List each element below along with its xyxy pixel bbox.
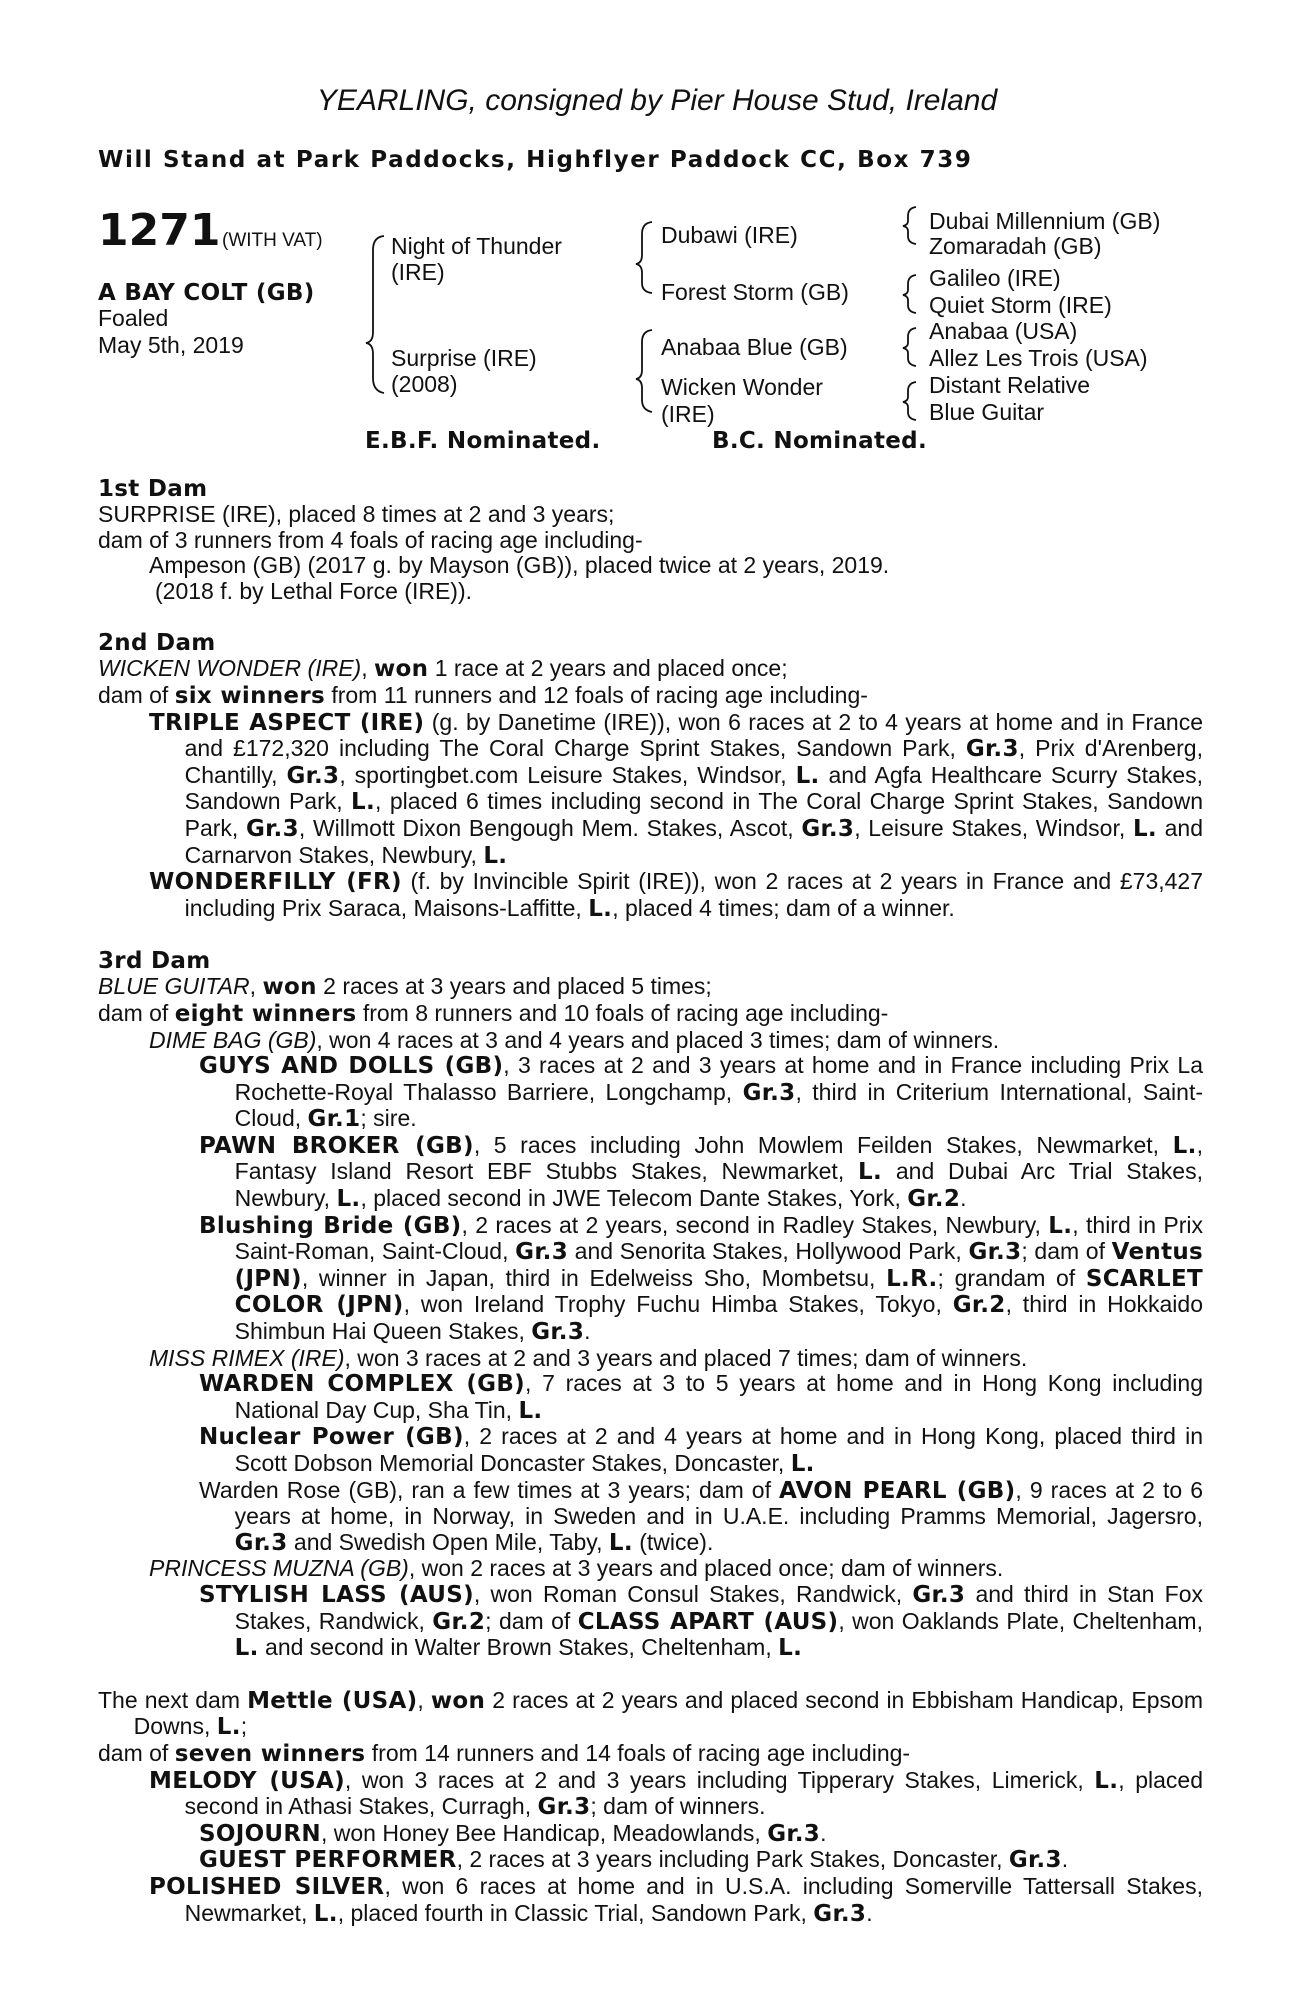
bracket-pair-3	[903, 328, 916, 366]
grade-label: Gr.3	[968, 1239, 1022, 1266]
entry-text: , third in Criterium International, Saint-Cloud,	[234, 1078, 1203, 1132]
entry-text: .	[960, 1185, 967, 1212]
pedigree-g6: Allez Les Trois (USA)	[929, 345, 1148, 371]
entry-text: (f. by Invincible Spirit (IRE)), won 2 races at 2 years in France and £73,427 including Prix Saraca, Maisons-Laffitte,	[184, 868, 1203, 921]
entry-text: , third in Prix Saint-Roman, Saint-Cloud,	[234, 1211, 1203, 1265]
entry-text: , won Honey Bee Handicap, Meadowlands,	[320, 1819, 768, 1846]
horse-entry-name: Blushing Bride (GB)	[199, 1212, 462, 1239]
horse-entry-name: POLISHED SILVER	[149, 1873, 385, 1900]
produce-detail: from 11 runners and 12 foals of racing age including-	[324, 681, 868, 708]
horse-entry-name: WONDERFILLY (FR)	[149, 869, 402, 896]
entry-text: ; grandam of	[937, 1264, 1086, 1291]
winners-count: eight winners	[174, 1000, 357, 1027]
listed-label: L.	[1132, 815, 1157, 842]
entry-text: 2 races at 2 years and placed second in Ebbisham Handicap, Epsom Downs,	[133, 1686, 1203, 1740]
listed-label: L.	[858, 1159, 883, 1186]
listed-label: L.	[216, 1714, 241, 1741]
entry-text: , 2 races at 3 years including Park Stakes, Doncaster,	[456, 1846, 1009, 1873]
listed-label: L.	[1094, 1767, 1119, 1794]
sire-country: (IRE)	[391, 259, 445, 285]
listed-label: L.	[1172, 1132, 1197, 1159]
produce-entry	[199, 1371, 1203, 1424]
vat-note: (WITH VAT)	[222, 230, 323, 251]
entry-text: , won 2 races at 3 years and placed once; dam of winners.	[408, 1555, 1004, 1582]
horse-entry-name: MISS RIMEX (IRE)	[149, 1344, 345, 1371]
produce-entry	[199, 1133, 1203, 1213]
entry-text: , won 4 races at 3 and 4 years and placed 3 times; dam of winners.	[316, 1026, 1000, 1053]
produce-entry	[149, 710, 1203, 870]
dam-dam: Wicken Wonder	[661, 374, 823, 400]
bracket-column-1	[366, 236, 384, 393]
grade-label: Gr.3	[537, 1794, 591, 1821]
entry-text: , placed fourth in Classic Trial, Sandown Park,	[337, 1899, 814, 1926]
entry-text: .	[1061, 1846, 1069, 1873]
produce-entry	[149, 1346, 1203, 1372]
first-dam-line: SURPRISE (IRE), placed 8 times at 2 and 3 years;	[98, 501, 615, 527]
horse-entry-name: CLASS APART (AUS)	[577, 1608, 839, 1635]
produce-entry	[149, 1556, 1203, 1582]
second-dam-heading: 2nd Dam	[98, 630, 216, 657]
listed-label: L.	[483, 842, 508, 869]
horse-entry-name: MELODY (USA)	[149, 1767, 345, 1794]
second-dam-line: WICKEN WONDER (IRE), won 1 race at 2 years and placed once;	[98, 655, 788, 683]
horse-entry-name: GUEST PERFORMER	[199, 1847, 457, 1874]
entry-text: and Dubai Arc Trial Stakes, Newbury,	[234, 1158, 1203, 1212]
entry-text: and Carnarvon Stakes, Newbury,	[184, 814, 1203, 868]
entry-text: , 3 races at 2 and 3 years at home and in France including Prix La Rochette-Royal Thalasso Barriere, Longchamp,	[234, 1052, 1203, 1105]
entry-text: , Fantasy Island Resort EBF Stubbs Stakes, Newmarket,	[234, 1131, 1203, 1185]
produce-entry	[149, 1028, 1203, 1054]
horse-entry-name: PAWN BROKER (GB)	[199, 1132, 474, 1159]
entry-text: Warden Rose (GB), ran a few times at 3 years; dam of	[199, 1476, 780, 1503]
horse-entry-name: WARDEN COMPLEX (GB)	[199, 1371, 525, 1398]
entry-text: , placed 4 times; dam of a winner.	[612, 894, 955, 921]
grade-label: Gr.3	[515, 1239, 569, 1266]
first-dam-heading: 1st Dam	[98, 476, 208, 502]
grade-label: Gr.2	[432, 1608, 486, 1635]
horse-entry-name: SCARLET COLOR (JPN)	[234, 1265, 1203, 1319]
bracket-pair-2	[903, 275, 916, 313]
grade-label: Gr.3	[246, 815, 299, 842]
listed-label: L.	[351, 789, 376, 816]
listed-label: L.	[795, 762, 820, 789]
entry-text: ; dam of winners.	[590, 1793, 766, 1820]
listed-label: L.R.	[886, 1265, 938, 1292]
bracket-pair-1	[903, 207, 916, 244]
second-dam-name: WICKEN WONDER (IRE)	[98, 655, 362, 682]
won-label: won	[430, 1687, 486, 1714]
won-label: won	[374, 656, 429, 683]
pedigree-g3: Galileo (IRE)	[929, 265, 1061, 291]
pedigree-g1: Dubai Millennium (GB)	[929, 208, 1161, 234]
third-dam-produce	[98, 1001, 1203, 1028]
pedigree-g5: Anabaa (USA)	[929, 318, 1078, 344]
first-dam-foal-2: (2018 f. by Lethal Force (IRE)).	[155, 577, 473, 604]
horse-entry-name: GUYS AND DOLLS (GB)	[199, 1053, 504, 1080]
sire-dam: Forest Storm (GB)	[661, 279, 849, 305]
horse-name: A BAY COLT (GB)	[98, 280, 315, 306]
entry-text: , 9 races at 2 to 6 years at home, in Norway, in Sweden and in U.A.E. including Pramms Memorial, Jagersro,	[234, 1476, 1203, 1530]
produce-record	[98, 476, 1203, 1927]
listed-label: L.	[336, 1186, 361, 1213]
horse-entry-name: PRINCESS MUZNA (GB)	[149, 1555, 409, 1582]
bracket-dam-line	[636, 330, 652, 412]
entry-text: The next dam	[98, 1686, 248, 1713]
dam-of-label: dam of	[98, 999, 175, 1026]
entry-text: and Senorita Stakes, Hollywood Park,	[568, 1238, 969, 1265]
listed-label: L.	[1048, 1212, 1073, 1239]
entry-text: , Prix d'Arenberg, Chantilly,	[184, 735, 1203, 788]
second-dam-produce	[98, 683, 1203, 710]
entry-text: , won Roman Consul Stakes, Randwick,	[473, 1580, 913, 1607]
catalogue-heading: YEARLING, consigned by Pier House Stud, Ireland	[316, 84, 998, 117]
third-dam-heading: 3rd Dam	[98, 948, 211, 975]
horse-entry-name: TRIPLE ASPECT (IRE)	[149, 709, 425, 736]
entry-text: .	[866, 1899, 873, 1926]
horse-entry-name: Nuclear Power (GB)	[199, 1424, 464, 1451]
entry-text: and Agfa Healthcare Scurry Stakes, Sandown Park,	[184, 761, 1203, 815]
entry-text: , won Ireland Trophy Fuchu Himba Stakes, Tokyo,	[403, 1291, 953, 1318]
won-label: won	[262, 974, 317, 1001]
listed-label: L.	[234, 1635, 259, 1662]
dam-dam-country: (IRE)	[661, 401, 715, 427]
entry-text: , placed second in JWE Telecom Dante Stakes, York,	[360, 1185, 908, 1212]
grade-label: Gr.3	[767, 1820, 821, 1847]
sire-sire: Dubawi (IRE)	[661, 222, 798, 248]
horse-entry-name: AVON PEARL (GB)	[779, 1477, 1016, 1504]
bc-nominated: B.C. Nominated.	[712, 428, 927, 454]
foaled-date: May 5th, 2019	[98, 332, 244, 358]
entry-text: , Leisure Stakes, Windsor,	[854, 814, 1133, 841]
entry-text: , placed second in Athasi Stakes, Curragh,	[184, 1766, 1204, 1820]
second-dam-record: 1 race at 2 years and placed once;	[428, 655, 788, 682]
entry-text: , third in Hokkaido Shimbun Hai Queen Stakes,	[234, 1291, 1204, 1345]
entry-text: , 7 races at 3 to 5 years at home and in Hong Kong including National Day Cup, Sha Tin,	[234, 1370, 1203, 1423]
entry-text: , won 3 races at 2 and 3 years and placed 7 times; dam of winners.	[344, 1344, 1028, 1371]
entry-text: ;	[240, 1713, 248, 1740]
first-dam-foal-1: Ampeson (GB) (2017 g. by Mayson (GB)), placed twice at 2 years, 2019.	[149, 552, 890, 579]
grade-label: Gr.2	[907, 1186, 961, 1213]
entry-text: and second in Walter Brown Stakes, Cheltenham,	[258, 1634, 779, 1661]
produce-entry	[149, 1768, 1203, 1821]
next-dam-name: Mettle (USA)	[247, 1687, 418, 1714]
pedigree-g4: Quiet Storm (IRE)	[929, 292, 1112, 318]
horse-entry-name: STYLISH LASS (AUS)	[199, 1581, 474, 1608]
dam-sire: Anabaa Blue (GB)	[661, 334, 848, 360]
entry-text: , Willmott Dixon Bengough Mem. Stakes, Ascot,	[298, 814, 802, 841]
grade-label: Gr.1	[307, 1106, 361, 1133]
produce-entry	[199, 1847, 1203, 1874]
produce-detail: from 14 runners and 14 foals of racing age including-	[365, 1739, 911, 1766]
dam-year: (2008)	[391, 371, 458, 397]
grade-label: Gr.3	[531, 1319, 585, 1346]
listed-label: L.	[313, 1900, 338, 1927]
stable-location: Will Stand at Park Paddocks, Highflyer Paddock CC, Box 739	[98, 147, 973, 173]
winners-count: seven winners	[174, 1740, 366, 1767]
bracket-sire-line	[636, 222, 652, 293]
entry-text: , won 6 races at home and in U.S.A. including Somerville Tattersall Stakes, Newmarket,	[184, 1872, 1203, 1926]
bracket-pair-4	[903, 382, 916, 420]
next-dam-produce	[98, 1741, 1203, 1768]
foaled-label: Foaled	[98, 305, 169, 331]
pedigree-g8: Blue Guitar	[929, 399, 1045, 425]
entry-text: , won 3 races at 2 and 3 years including Tipperary Stakes, Limerick,	[344, 1766, 1095, 1793]
produce-entry	[149, 1874, 1203, 1927]
entry-text: (g. by Danetime (IRE)), won 6 races at 2 to 4 years at home and in France and £172,320 including The Coral Charge Sprint Stakes, Sandown Park,	[184, 708, 1203, 762]
first-dam-produce: dam of 3 runners from 4 foals of racing age including-	[98, 526, 643, 553]
next-dam-line: The next dam Mettle (USA), won 2 races at 2 years and placed second in Ebbisham Handicap, Epsom Downs, L.;	[98, 1686, 1203, 1741]
entry-text: , 2 races at 2 and 4 years at home and in Hong Kong, placed third in Scott Dobson Memorial Doncaster Stakes, Doncaster,	[234, 1423, 1203, 1476]
grade-label: Gr.2	[952, 1292, 1006, 1319]
entry-text: , sportingbet.com Leisure Stakes, Windsor,	[339, 761, 796, 788]
grade-label: Gr.3	[1008, 1847, 1062, 1874]
pedigree-g2: Zomaradah (GB)	[929, 233, 1102, 259]
produce-detail: from 8 runners and 10 foals of racing age including-	[356, 999, 889, 1026]
entry-text: and Swedish Open Mile, Taby,	[287, 1528, 609, 1555]
third-dam-name: BLUE GUITAR	[98, 973, 250, 1000]
entry-text: ; dam of	[1021, 1238, 1112, 1265]
horse-entry-name: Ventus (JPN)	[234, 1239, 1204, 1292]
grade-label: Gr.3	[912, 1581, 966, 1608]
grade-label: Gr.3	[234, 1529, 288, 1556]
listed-label: L.	[518, 1397, 543, 1424]
third-dam-record: 2 races at 3 years and placed 5 times;	[316, 973, 712, 1000]
grade-label: Gr.3	[801, 815, 855, 842]
lot-number: 1271	[98, 205, 221, 256]
horse-entry-name: DIME BAG (GB)	[149, 1026, 317, 1053]
grade-label: Gr.3	[813, 1900, 867, 1927]
entry-text: , won Oaklands Plate, Cheltenham,	[838, 1607, 1203, 1634]
grade-label: Gr.3	[965, 736, 1019, 763]
produce-entry	[199, 1053, 1203, 1133]
entry-text: , 2 races at 2 years, second in Radley Stakes, Newbury,	[461, 1211, 1049, 1238]
entry-text: ; sire.	[360, 1105, 417, 1132]
entry-text: .	[584, 1318, 591, 1345]
produce-entry	[199, 1478, 1203, 1557]
third-dam-line: BLUE GUITAR, won 2 races at 3 years and placed 5 times;	[98, 973, 712, 1001]
dam: Surprise (IRE)	[391, 345, 537, 371]
pedigree-g7: Distant Relative	[929, 372, 1091, 398]
horse-entry-name: SOJOURN	[199, 1820, 321, 1847]
entry-text: and third in Stan Fox Stakes, Randwick,	[234, 1580, 1203, 1634]
entry-text: , 5 races including John Mowlem Feilden Stakes, Newmarket,	[473, 1131, 1173, 1158]
winners-count: six winners	[174, 682, 325, 709]
produce-entry	[199, 1213, 1203, 1346]
listed-label: L.	[778, 1635, 803, 1662]
grade-label: Gr.3	[742, 1079, 796, 1106]
produce-entry	[199, 1582, 1203, 1662]
entry-text: ; dam of	[485, 1607, 578, 1634]
entry-text: (twice).	[632, 1528, 714, 1555]
entry-text: .	[820, 1819, 827, 1846]
entry-text: , winner in Japan, third in Edelweiss Sho, Mombetsu,	[301, 1264, 887, 1291]
grade-label: Gr.3	[286, 762, 340, 789]
produce-entry	[199, 1821, 1203, 1848]
entry-text: , placed 6 times including second in The Coral Charge Sprint Stakes, Sandown Park,	[184, 788, 1203, 841]
listed-label: L.	[790, 1451, 815, 1477]
dam-of-label: dam of	[98, 681, 175, 708]
dam-of-label: dam of	[98, 1739, 175, 1766]
produce-entry	[149, 869, 1203, 922]
listed-label: L.	[608, 1529, 633, 1556]
produce-entry	[199, 1424, 1203, 1477]
sire: Night of Thunder	[391, 233, 562, 259]
ebf-nominated: E.B.F. Nominated.	[365, 428, 601, 454]
listed-label: L.	[588, 895, 613, 922]
